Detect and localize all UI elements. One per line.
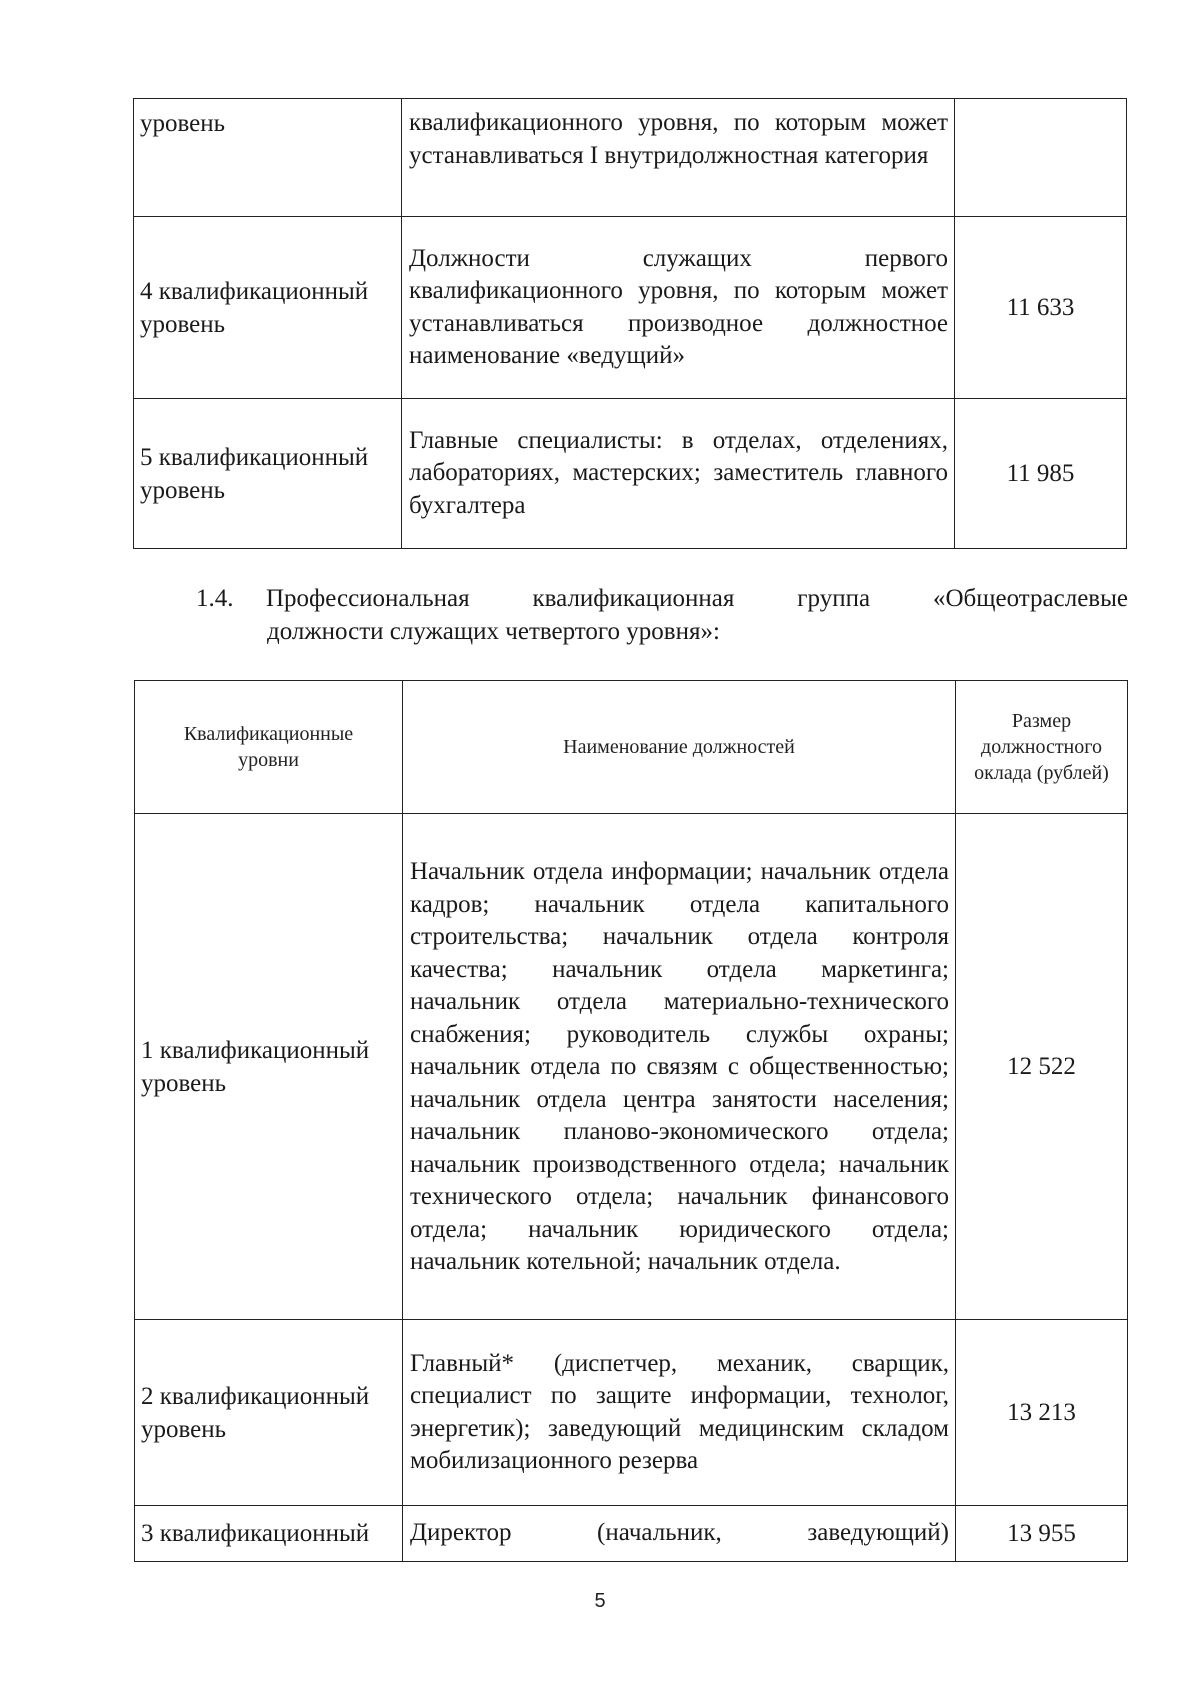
table-row bbox=[135, 814, 1128, 1320]
section-number: 1.4. bbox=[196, 585, 234, 612]
table-row bbox=[135, 1320, 1128, 1506]
table-row bbox=[134, 399, 1127, 549]
header-levels: Квалификационные уровни bbox=[135, 681, 403, 814]
salary-cell: 11 985 bbox=[955, 399, 1127, 549]
salary-cell: 11 633 bbox=[955, 217, 1127, 399]
salary-table-continued bbox=[133, 98, 1127, 549]
table-row bbox=[134, 217, 1127, 399]
level-cell: 1 квалификационный уровень bbox=[135, 814, 403, 1320]
table-row bbox=[135, 1506, 1128, 1562]
positions-cell: Директор (начальник, заведующий) bbox=[403, 1506, 956, 1562]
level-cell: 2 квалификационный уровень bbox=[135, 1320, 403, 1506]
level-cell: уровень bbox=[134, 99, 402, 217]
salary-table bbox=[134, 680, 1128, 1562]
level-cell: 3 квалификационный bbox=[135, 1506, 403, 1562]
header-salary: Размер должностного оклада (рублей) bbox=[956, 681, 1128, 814]
positions-cell: Главные специалисты: в отделах, отделениях, лабораториях, мастерских; заместитель главного бухгалтера bbox=[402, 399, 955, 549]
positions-cell: Начальник отдела информации; начальник отдела кадров; начальник отдела капитального строительства; начальник отдела контроля качества; начальник отдела маркетинга; начальник отдела материально-технического снабжения; руководитель службы охраны; начальник отдела по связям с общественностью; начальник отдела центра занятости населения; начальник планово-экономического отдела; начальник производственного отдела; начальник технического отдела; начальник финансового отдела; начальник юридического отдела; начальник котельной; начальник отдела. bbox=[403, 814, 956, 1320]
table-row bbox=[134, 99, 1127, 217]
level-cell: 4 квалификационный уровень bbox=[134, 217, 402, 399]
section-title-line2: должности служащих четвертого уровня»: bbox=[267, 618, 720, 645]
salary-cell bbox=[955, 99, 1127, 217]
section-heading bbox=[196, 582, 1128, 648]
page-number: 5 bbox=[594, 1590, 606, 1612]
salary-cell: 12 522 bbox=[956, 814, 1128, 1320]
positions-cell: Должности служащих первого квалификационного уровня, по которым может устанавливаться производное должностное наименование «ведущий» bbox=[402, 217, 955, 399]
level-cell: 5 квалификационный уровень bbox=[134, 399, 402, 549]
section-title-line1: Профессиональная квалификационная группа «Общеотраслевые bbox=[266, 585, 1128, 612]
salary-cell: 13 213 bbox=[956, 1320, 1128, 1506]
positions-cell: квалификационного уровня, по которым может устанавливаться I внутридолжностная категория bbox=[402, 99, 955, 217]
positions-cell: Главный* (диспетчер, механик, сварщик, специалист по защите информации, технолог, энергетик); заведующий медицинским складом мобилизационного резерва bbox=[403, 1320, 956, 1506]
salary-cell: 13 955 bbox=[956, 1506, 1128, 1562]
table-header-row bbox=[135, 681, 1128, 814]
header-positions: Наименование должностей bbox=[403, 681, 956, 814]
